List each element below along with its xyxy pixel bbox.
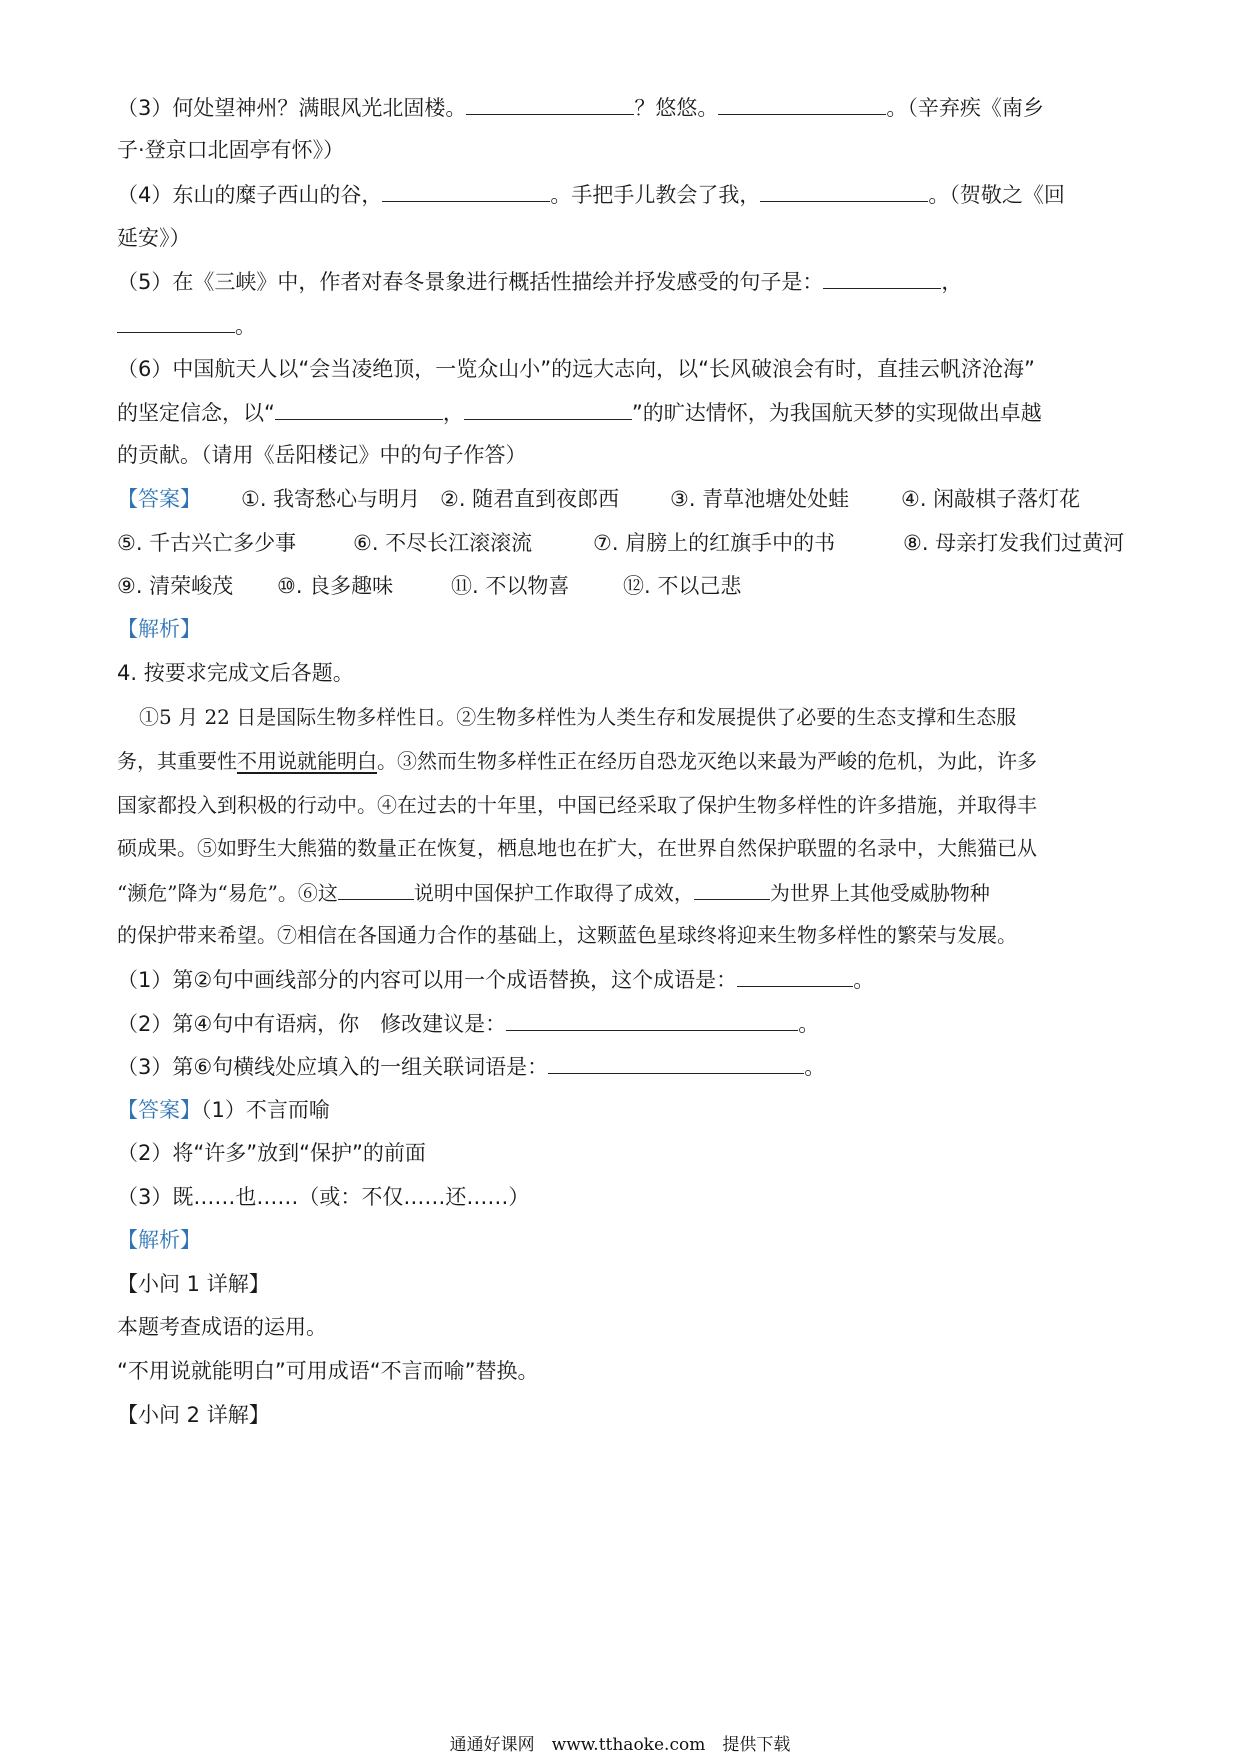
answer-4-line-3: （3）既……也……（或：不仅……还……） [117,1185,530,1209]
item-5-text: ， [941,270,963,294]
passage-text: 说明中国保护工作取得了成效， [413,881,694,905]
answer-item: ⑫. 不以己悲 [623,574,742,598]
detail-2-title: 【小问 2 详解】 [117,1403,270,1427]
passage-line-5 [117,877,1137,908]
blank [718,92,886,115]
item-5-line-1 [117,266,1137,297]
answer-item: ⑨. 清荣峻茂 [117,574,234,598]
blank [338,877,414,900]
passage-line-2 [117,746,1137,776]
item-3-text: 。（辛弃疾《南乡 [886,96,1044,120]
page-footer: 通通好课网 www.tthaoke.com 提供下载 [449,1735,791,1755]
sub-question-text: 。 [798,1012,820,1036]
detail-1-line-2: “不用说就能明白”可用成语“不言而喻”替换。 [117,1359,539,1383]
sub-question-1 [117,964,1137,995]
blank [548,1051,804,1074]
answer-4-line-1 [117,1095,1137,1125]
item-6-line-2 [117,397,1137,428]
analysis-tag: 【解析】 [117,617,201,641]
answer-item: ②. 随君直到夜郎西 [440,487,620,511]
answer-tag: 【答案】 [117,1098,201,1122]
item-6-text: 的坚定信念，以“ [117,401,275,425]
blank [823,266,941,289]
item-5-line-2 [117,310,1137,341]
sub-question-text: （3）第⑥句横线处应填入的一组关联词语是： [117,1055,549,1079]
blank [737,964,853,987]
item-5-text: 。 [235,314,256,338]
answer-4-line-2: （2）将“许多”放到“保护”的前面 [117,1141,426,1165]
item-3-line-2: 子·登京口北固亭有怀》） [117,138,345,162]
sub-question-text: （1）第②句中画线部分的内容可以用一个成语替换，这个成语是： [117,968,738,992]
passage-text: 务，其重要性 [117,749,237,773]
item-6-line-1: （6）中国航天人以“会当凌绝顶，一览众山小”的远大志向，以“长风破浪会有时，直挂云帆济沧海” [117,357,1035,381]
passage-line-3: 国家都投入到积极的行动中。④在过去的十年里，中国已经采取了保护生物多样性的许多措施，并取得丰 [117,793,1037,817]
blank [760,179,928,202]
item-6-text: ， [442,401,464,425]
detail-1-line-1: 本题考查成语的运用。 [117,1315,327,1339]
sub-question-2 [117,1008,1137,1039]
blank [117,310,235,333]
sub-question-text: 。 [804,1055,826,1079]
passage-line-1: ①5 月 22 日是国际生物多样性日。②生物多样性为人类生存和发展提供了必要的生态支撑和生态服 [139,705,1017,729]
answer-item: ⑧. 母亲打发我们过黄河 [903,531,1125,555]
blank [466,92,634,115]
analysis-tag: 【解析】 [117,1228,201,1252]
item-4-line-1 [117,179,1137,210]
item-3-text: ？悠悠。 [634,96,719,120]
underlined-phrase: 不用说就能明白 [237,749,377,773]
answer-item: ⑪. 不以物喜 [451,574,570,598]
item-3-text: （3）何处望神州？满眼风光北固楼。 [117,96,467,120]
detail-1-title: 【小问 1 详解】 [117,1272,270,1296]
item-4-text: 。手把手儿教会了我， [550,183,761,207]
question-4-title: 4. 按要求完成文后各题。 [117,661,354,685]
passage-text: 。③然而生物多样性正在经历自恐龙灭绝以来最为严峻的危机，为此，许多 [377,749,1037,773]
passage-text: “濒危”降为“易危”。⑥这 [117,881,338,905]
item-6-line-3: 的贡献。（请用《岳阳楼记》中的句子作答） [117,443,527,467]
item-3-line-1 [117,92,1137,123]
passage-line-6: 的保护带来希望。⑦相信在各国通力合作的基础上，这颗蓝色星球终将迎来生物多样性的繁荣与发展。 [117,923,1017,947]
sub-question-3 [117,1051,1137,1082]
answer-item: ④. 闲敲棋子落灯花 [901,487,1081,511]
blank [275,397,443,420]
item-5-text: （5）在《三峡》中，作者对春冬景象进行概括性描绘并抒发感受的句子是： [117,270,824,294]
item-4-line-2: 延安》） [117,226,191,250]
answer-item: ⑤. 千古兴亡多少事 [117,531,297,555]
passage-text: 为世界上其他受威胁物种 [769,881,990,905]
answer-item: ③. 青草池塘处处蛙 [670,487,850,511]
passage-line-4: 硕成果。⑤如野生大熊猫的数量正在恢复，栖息地也在扩大，在世界自然保护联盟的名录中，大熊猫已从 [117,836,1037,860]
answer-text: （1）不言而喻 [201,1098,330,1122]
answer-item: ⑩. 良多趣味 [277,574,394,598]
answer-tag: 【答案】 [117,487,201,511]
blank [694,877,770,900]
sub-question-text: （2）第④句中有语病，你 修改建议是： [117,1012,507,1036]
item-6-text: ”的旷达情怀，为我国航天梦的实现做出卓越 [631,401,1042,425]
answer-item: ⑥. 不尽长江滚滚流 [353,531,533,555]
blank [464,397,632,420]
blank [506,1008,798,1031]
item-4-text: （4）东山的糜子西山的谷， [117,183,383,207]
answer-item: ⑦. 肩膀上的红旗手中的书 [593,531,836,555]
sub-question-text: 。 [853,968,875,992]
answer-item: ①. 我寄愁心与明月 [241,487,421,511]
blank [382,179,550,202]
item-4-text: 。（贺敬之《回 [928,183,1065,207]
